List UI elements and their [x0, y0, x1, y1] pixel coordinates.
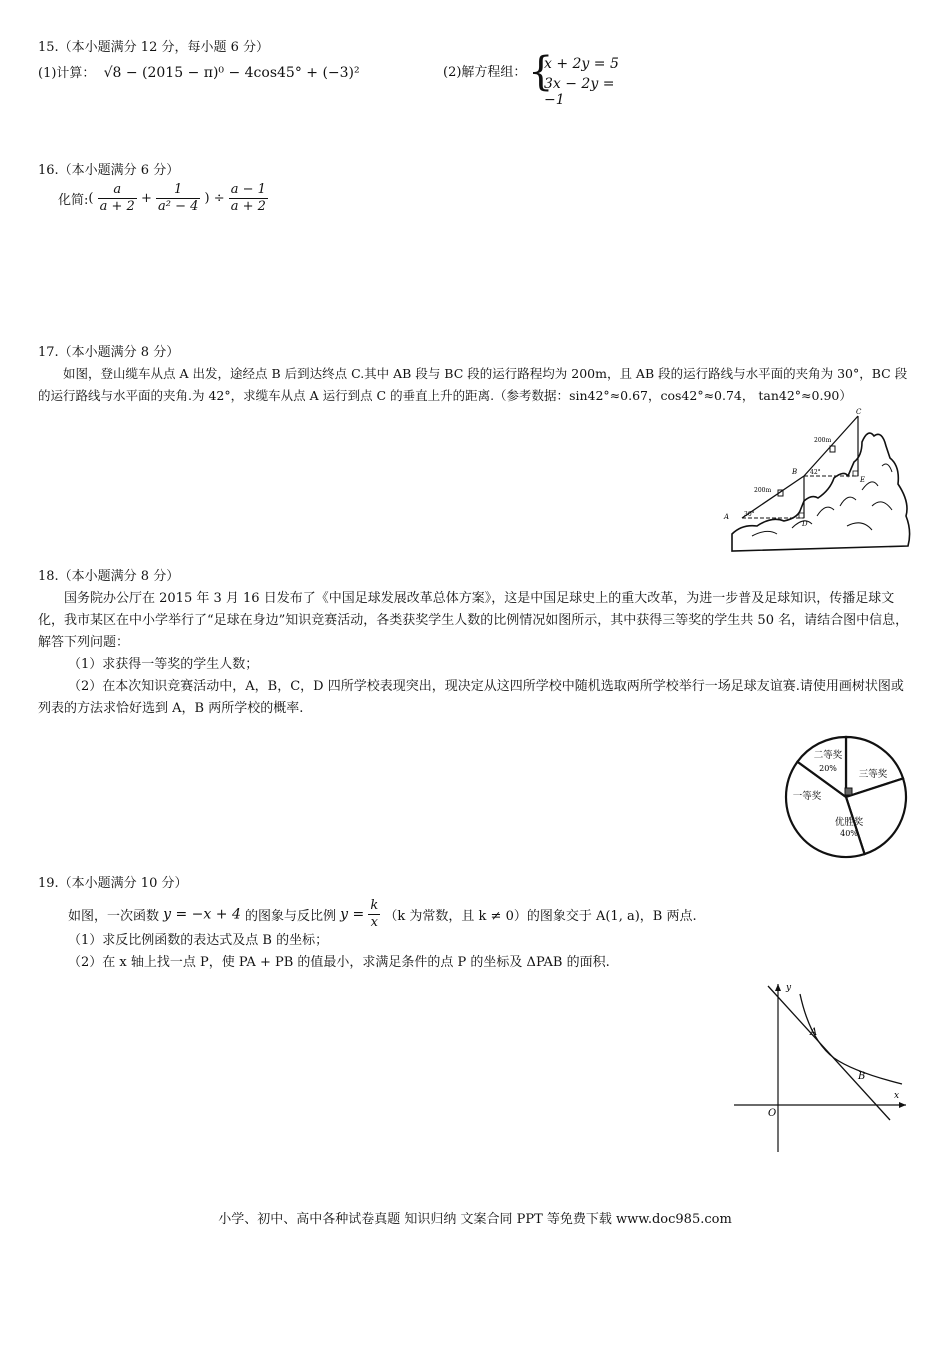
- q16-fraction-2: [156, 182, 200, 215]
- graph-label-y: y: [786, 983, 792, 993]
- fraction-denominator: x: [370, 915, 378, 930]
- fraction-denominator: a + 2: [99, 199, 135, 214]
- pie-percent-merit-prize: 40%: [840, 829, 858, 838]
- fig-label-d: D: [802, 520, 808, 528]
- q16-close-divide: ) ÷: [204, 191, 225, 206]
- q15-part2-label: (2)解方程组：: [443, 65, 527, 80]
- q17-text: 如图，登山缆车从点 A 出发，途经点 B 后到达终点 C.其中 AB 段与 BC 段的运行路程均为 200m，且 AB 段的运行路线与水平面的夹角为 30°，BC 段的运行路线与水平面的夹角.为 42°，求缆车从点 A 运行到点 C 的垂直上升的距离.（参考数据：sin42°≈0.67，cos42°≈0.74， tan42°≈0.90）: [38, 366, 908, 403]
- right-angle-icon: [853, 471, 858, 476]
- q16-open-paren: (: [88, 191, 94, 206]
- pie-label-merit-prize: 优胜奖: [834, 817, 864, 828]
- pie-label-second-prize: 二等奖: [813, 750, 843, 761]
- q15-part2: [443, 62, 526, 84]
- graph-label-a: A: [810, 1027, 818, 1038]
- q19-line1-a: 如图，一次函数: [68, 909, 164, 924]
- q19-y-equals: y =: [340, 906, 365, 923]
- graph-label-b: B: [858, 1071, 866, 1082]
- q18-sub1: （1）求获得一等奖的学生人数；: [68, 657, 259, 672]
- q19-sub2: （2）在 x 轴上找一点 P，使 PA + PB 的值最小，求满足条件的点 P 的坐标及 ΔPAB 的面积.: [68, 955, 610, 970]
- graph-label-x: x: [894, 1091, 900, 1101]
- q19-line1-b: 的图象与反比例: [240, 909, 341, 924]
- brace-icon: {: [528, 49, 554, 95]
- q19-header: 19.（本小题满分 10 分）: [38, 876, 188, 891]
- fraction-numerator: a − 1: [230, 182, 266, 197]
- q18-text: 国务院办公厅在 2015 年 3 月 16 日发布了《中国足球发展改革总体方案》，这是中国足球史上的重大改革，为进一步普及足球知识，传播足球文化，我市某区在中小学举行了“足球在身边”知识竞赛活动，各类获奖学生人数的比例情况如图所示，其中获得三等奖的学生共 50 名，请结合图中信息，解答下列问题：: [38, 591, 909, 650]
- fig-angle-b: 42°: [810, 469, 821, 476]
- fraction-numerator: k: [370, 898, 379, 913]
- pie-percent-second-prize: 20%: [819, 764, 837, 773]
- fig-label-b: B: [792, 468, 798, 476]
- fraction-denominator: a² − 4: [157, 199, 199, 214]
- q18-pie-chart: [776, 730, 916, 864]
- q19-function-graph: [734, 980, 910, 1156]
- q15-header: 15.（本小题满分 12 分，每小题 6 分）: [38, 40, 270, 55]
- q18-header: 18.（本小题满分 8 分）: [38, 569, 180, 584]
- q15-part1-expression: √8 − (2015 − π)⁰ − 4cos45° + (−3)²: [103, 65, 360, 81]
- q19-line1-c: （k 为常数，且 k ≠ 0）的图象交于 A(1, a)，B 两点.: [384, 909, 697, 924]
- q15-part1: [38, 62, 360, 85]
- graph-label-o: O: [768, 1108, 777, 1119]
- fraction-denominator: a + 2: [230, 199, 266, 214]
- q18-sub2: （2）在本次知识竞赛活动中，A，B，C，D 四所学校表现突出，现决定从这四所学校中随机选取两所学校举行一场足球友谊赛.请使用画树状图或列表的方法求恰好选到 A，B 两所学校的概率.: [38, 679, 904, 716]
- q16-plus: +: [140, 191, 152, 206]
- mountain-ridge-lines: [752, 464, 892, 536]
- fraction-numerator: 1: [156, 182, 200, 199]
- fig-length-bc: 200m: [814, 437, 832, 444]
- q15-equation-system: [528, 49, 628, 108]
- q15-equation-2: 3x − 2y = −1: [544, 76, 615, 108]
- x-axis-arrow-icon: [899, 1102, 906, 1108]
- q16-label: 化简:: [58, 193, 89, 208]
- fig-label-e: E: [860, 476, 866, 484]
- q16-header: 16.（本小题满分 6 分）: [38, 163, 180, 178]
- q16-expression: [58, 182, 268, 222]
- fig-length-ab: 200m: [754, 487, 772, 494]
- q17-header: 17.（本小题满分 8 分）: [38, 345, 180, 360]
- q19-linear-function: y = −x + 4: [163, 906, 241, 923]
- right-angle-icon: [799, 513, 804, 518]
- q19-inverse-fraction: [368, 898, 380, 931]
- q17-cable-car-figure: [722, 406, 912, 556]
- inverse-function-curve: [800, 994, 902, 1084]
- pie-center-marker: [845, 788, 852, 795]
- page-footer: 小学、初中、高中各种试卷真题 知识归纳 文案合同 PPT 等免费下载 www.doc985.com: [218, 1212, 732, 1227]
- y-axis-arrow-icon: [775, 984, 781, 991]
- q19-sub1: （1）求反比例函数的表达式及点 B 的坐标；: [68, 933, 329, 948]
- fig-label-c: C: [856, 408, 862, 416]
- q15-equation-1: x + 2y = 5: [544, 56, 619, 72]
- q16-fraction-3: [229, 182, 268, 215]
- fig-angle-a: 30°: [744, 511, 755, 518]
- fig-label-a: A: [724, 513, 730, 521]
- q15-part1-label: (1)计算：: [38, 66, 96, 81]
- pie-label-third-prize: 三等奖: [858, 769, 888, 780]
- pie-label-first-prize: 一等奖: [792, 791, 822, 802]
- q16-fraction-1: [98, 182, 137, 215]
- fraction-numerator: a: [98, 182, 137, 199]
